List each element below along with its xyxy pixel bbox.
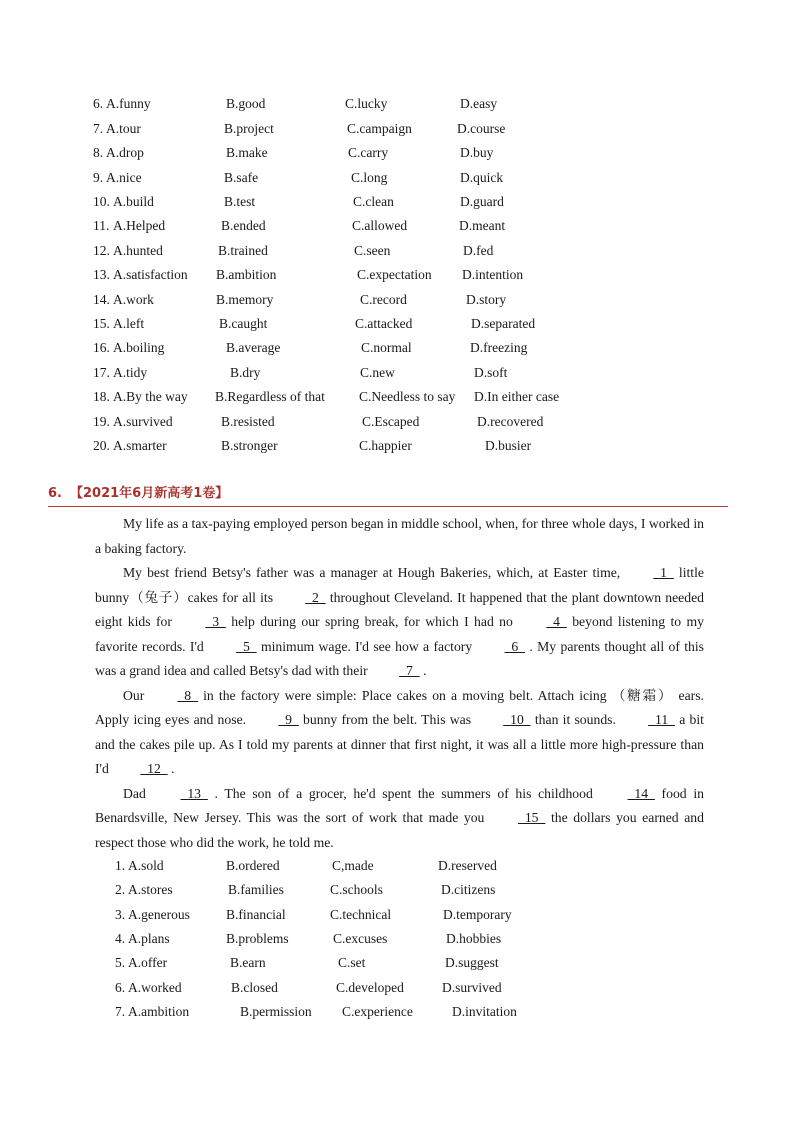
option-b: B.memory xyxy=(216,292,274,307)
option-number: 19. xyxy=(93,414,110,429)
option-number: 10. xyxy=(93,194,110,209)
option-b: B.ended xyxy=(221,218,266,233)
option-b: B.resisted xyxy=(221,414,275,429)
option-c: C.allowed xyxy=(352,218,408,233)
option-d: D.busier xyxy=(485,438,532,453)
blank-14: 14 xyxy=(627,785,655,801)
blank-11: 11 xyxy=(648,712,676,727)
option-number: 2. xyxy=(115,882,126,897)
option-d: D.intention xyxy=(462,267,524,282)
section-title: 【2021年6月新高考1卷】 xyxy=(69,486,229,501)
option-a: A.build xyxy=(113,194,154,209)
option-d: D.course xyxy=(457,121,506,136)
option-d: D.story xyxy=(466,292,507,307)
paragraph: My life as a tax-paying employed person began in middle school, when, for three whole days, I worked in a baking factory. xyxy=(95,516,704,556)
option-number: 16. xyxy=(93,340,110,355)
option-number: 15. xyxy=(93,316,110,331)
option-a: A.Helped xyxy=(113,218,166,233)
option-a: A.smarter xyxy=(113,438,167,453)
cloze-passage xyxy=(95,512,704,855)
option-c: C.new xyxy=(360,365,395,380)
option-b: B.project xyxy=(224,121,274,136)
option-a: A.sold xyxy=(128,858,164,873)
option-number: 20. xyxy=(93,438,110,453)
option-a: A.drop xyxy=(106,145,144,160)
option-a: A.left xyxy=(113,316,145,331)
option-a: A.hunted xyxy=(113,243,163,258)
option-number: 7. xyxy=(93,121,104,136)
option-d: D.fed xyxy=(463,243,494,258)
option-number: 5. xyxy=(115,955,126,970)
option-a: A.By the way xyxy=(113,389,188,404)
option-d: D.buy xyxy=(460,145,494,160)
option-b: B.stronger xyxy=(221,438,278,453)
option-a: A.tour xyxy=(106,121,141,136)
option-number: 9. xyxy=(93,170,104,185)
blank-9: 9 xyxy=(278,712,299,727)
option-d: D.meant xyxy=(459,218,506,233)
option-number: 17. xyxy=(93,365,110,380)
option-d: D.temporary xyxy=(443,907,512,922)
paragraph: Dad 13 . The son of a grocer, he'd spent the summers of his childhood 14 food in Benardsville, New Jersey. This was the sort of work that made you 15 the dollars you earned and respect those who did the work, he told me. xyxy=(95,782,704,856)
option-number: 18. xyxy=(93,389,110,404)
option-b: B.ordered xyxy=(226,858,280,873)
option-c: C.technical xyxy=(330,907,392,922)
option-number: 14. xyxy=(93,292,110,307)
option-c: C.long xyxy=(351,170,388,185)
option-c: C.record xyxy=(360,292,407,307)
option-b: B.earn xyxy=(230,955,266,970)
option-number: 4. xyxy=(115,931,126,946)
option-d: D.recovered xyxy=(477,414,544,429)
blank-7: 7 xyxy=(399,663,420,678)
option-b: B.families xyxy=(228,882,284,897)
option-b: B.make xyxy=(226,145,268,160)
option-d: D.quick xyxy=(460,170,504,185)
option-d: D.suggest xyxy=(445,955,499,970)
blank-10: 10 xyxy=(503,712,531,727)
option-c: C.excuses xyxy=(333,931,388,946)
option-number: 6. xyxy=(115,980,126,995)
option-number: 11. xyxy=(93,218,110,233)
option-b: B.permission xyxy=(240,1004,312,1019)
option-c: C.experience xyxy=(342,1004,413,1019)
option-c: C.seen xyxy=(354,243,391,258)
option-c: C.normal xyxy=(361,340,412,355)
option-d: D.invitation xyxy=(452,1004,517,1019)
option-number: 6. xyxy=(93,96,104,111)
option-c: C.set xyxy=(338,955,366,970)
option-b: B.Regardless of that xyxy=(215,389,325,404)
option-c: C.schools xyxy=(330,882,383,897)
option-a: A.generous xyxy=(128,907,190,922)
option-d: D.reserved xyxy=(438,858,497,873)
option-d: D.survived xyxy=(442,980,502,995)
option-d: D.guard xyxy=(460,194,504,209)
option-number: 8. xyxy=(93,145,104,160)
option-c: C.clean xyxy=(353,194,394,209)
blank-2: 2 xyxy=(305,589,326,605)
option-c: C.campaign xyxy=(347,121,412,136)
option-a: A.ambition xyxy=(128,1004,190,1019)
option-number: 3. xyxy=(115,907,126,922)
option-d: D.In either case xyxy=(474,389,560,404)
option-b: B.trained xyxy=(218,243,268,258)
option-b: B.problems xyxy=(226,931,289,946)
option-number: 12. xyxy=(93,243,110,258)
option-a: A.nice xyxy=(106,170,142,185)
option-b: B.safe xyxy=(224,170,259,185)
blank-4: 4 xyxy=(546,614,567,629)
option-a: A.offer xyxy=(128,955,168,970)
option-c: C,made xyxy=(332,858,374,873)
blank-12: 12 xyxy=(140,761,168,776)
option-a: A.boiling xyxy=(113,340,165,355)
option-c: C.happier xyxy=(359,438,412,453)
option-b: B.good xyxy=(226,96,266,111)
option-c: C.carry xyxy=(348,145,389,160)
option-d: D.easy xyxy=(460,96,498,111)
option-a: A.stores xyxy=(128,882,173,897)
option-b: B.ambition xyxy=(216,267,277,282)
option-d: D.soft xyxy=(474,365,508,380)
option-d: D.separated xyxy=(471,316,536,331)
option-b: B.dry xyxy=(230,365,261,380)
blank-6: 6 xyxy=(504,638,526,654)
option-c: C.attacked xyxy=(355,316,413,331)
option-a: A.worked xyxy=(128,980,182,995)
option-a: A.tidy xyxy=(113,365,148,380)
blank-8: 8 xyxy=(177,687,198,703)
section-number: 6. xyxy=(48,486,62,501)
option-number: 7. xyxy=(115,1004,126,1019)
paragraph: My best friend Betsy's father was a manager at Hough Bakeries, which, at Easter time, 1 little bunny（兔子）cakes for all its 2 throughout Cleveland. It happened that the plant downtown needed eight kids for 3 help during our spring break, for which I had no 4 beyond listening to my favorite records. I'd 5 minimum wage. I'd see how a factory 6 . My parents thought all of this was a grand idea and called Betsy's dad with their 7 . xyxy=(95,561,704,684)
option-b: B.financial xyxy=(226,907,286,922)
option-d: D.hobbies xyxy=(446,931,502,946)
option-a: A.satisfaction xyxy=(113,267,188,282)
option-c: C.lucky xyxy=(345,96,388,111)
paragraph: Our 8 in the factory were simple: Place cakes on a moving belt. Attach icing （糖霜） ears. Apply icing eyes and nose. 9 bunny from the belt. This was 10 than it sounds. 11 a bit and the cakes pile up. As I told my parents at dinner that first night, it was all a little more high-pressure than I'd 12 . xyxy=(95,684,704,782)
option-d: D.citizens xyxy=(441,882,496,897)
option-a: A.funny xyxy=(106,96,151,111)
option-number: 1. xyxy=(115,858,126,873)
option-b: B.caught xyxy=(219,316,268,331)
blank-3: 3 xyxy=(205,614,226,629)
blank-15: 15 xyxy=(517,810,546,825)
option-b: B.closed xyxy=(231,980,278,995)
blank-1: 1 xyxy=(653,565,674,580)
section-header xyxy=(48,484,728,507)
option-c: C.Escaped xyxy=(362,414,420,429)
option-number: 13. xyxy=(93,267,110,282)
option-a: A.work xyxy=(113,292,154,307)
option-a: A.plans xyxy=(128,931,170,946)
option-c: C.developed xyxy=(336,980,404,995)
blank-13: 13 xyxy=(180,785,208,801)
option-c: C.expectation xyxy=(357,267,432,282)
option-b: B.average xyxy=(226,340,281,355)
option-a: A.survived xyxy=(113,414,173,429)
option-b: B.test xyxy=(224,194,256,209)
option-c: C.Needless to say xyxy=(359,389,456,404)
option-d: D.freezing xyxy=(470,340,528,355)
blank-5: 5 xyxy=(236,638,257,654)
